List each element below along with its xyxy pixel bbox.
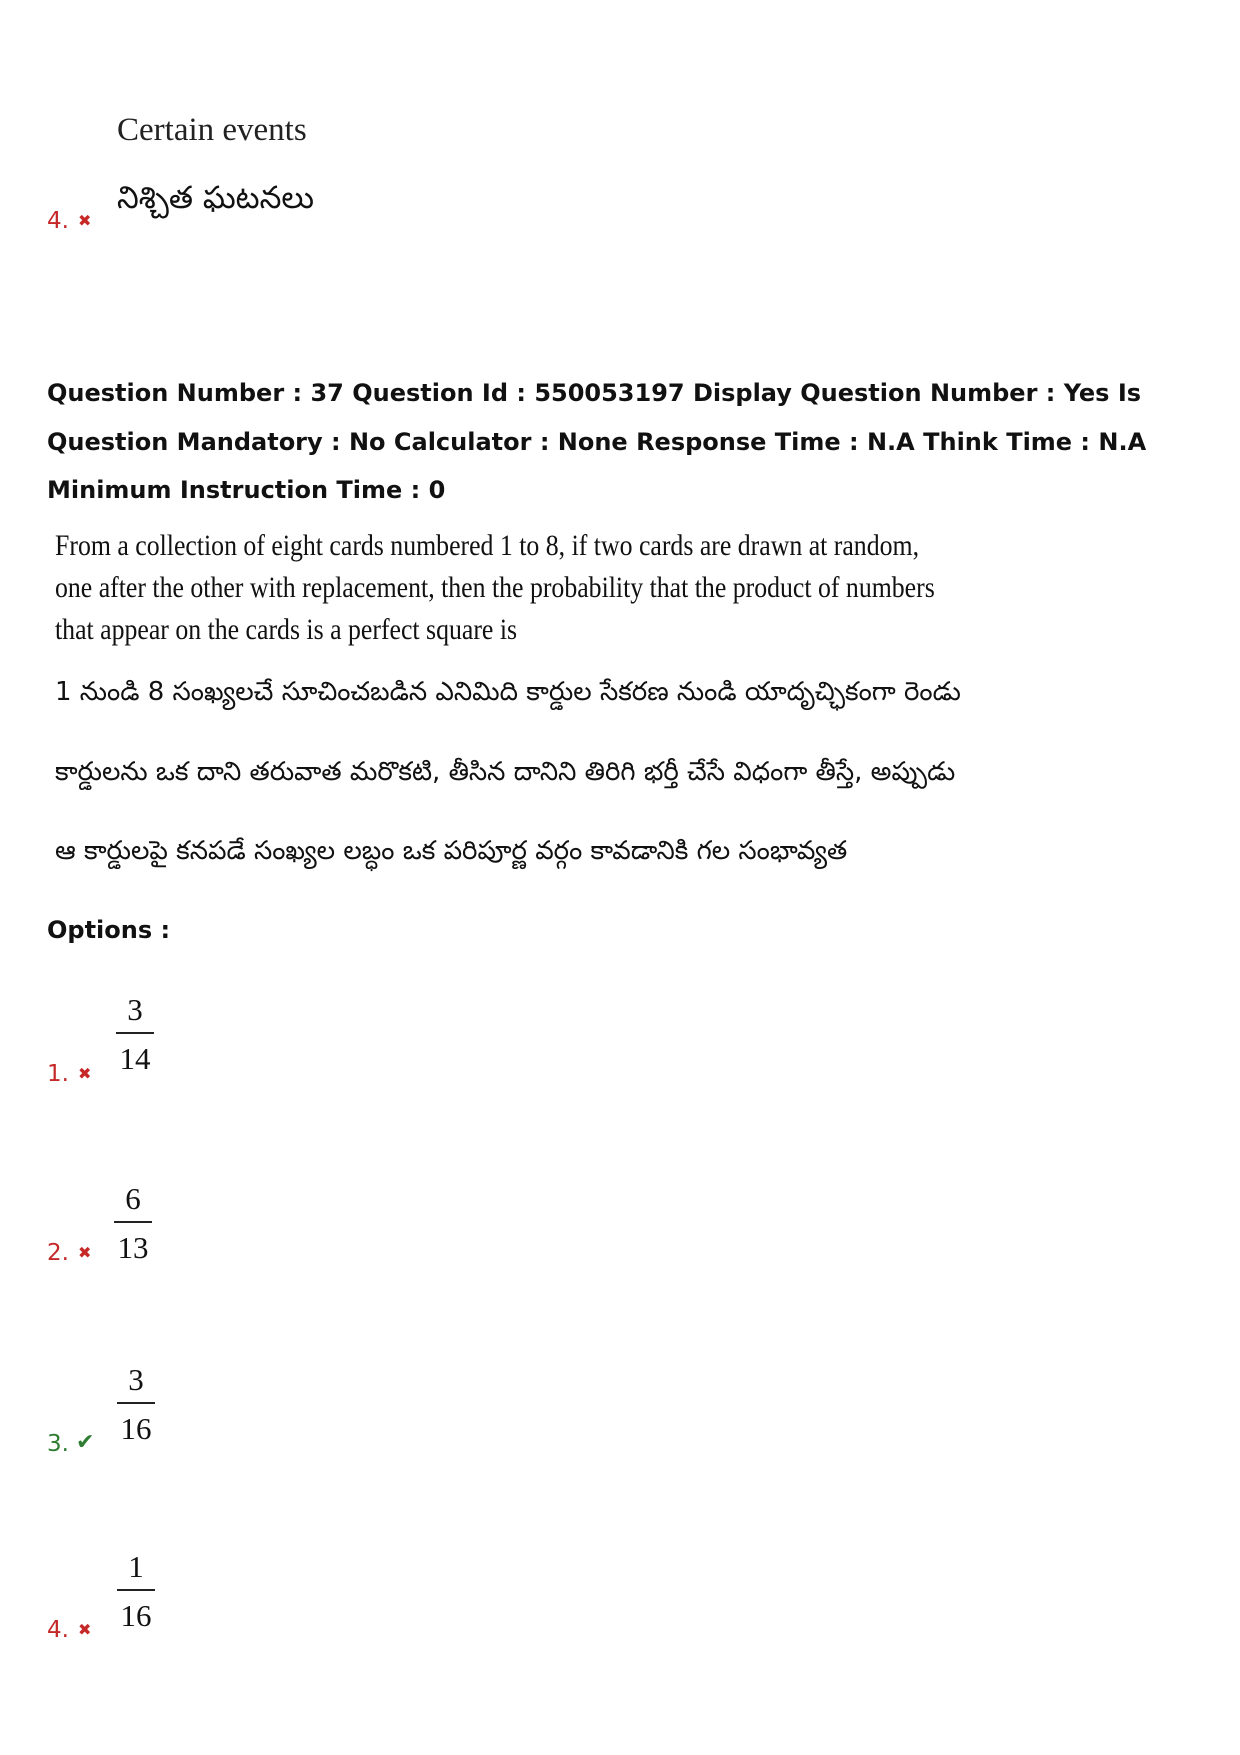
- option-fraction: [117, 1551, 155, 1631]
- prev-option-english: Certain events: [117, 112, 307, 148]
- question-line-telugu: ఆ కార్డులపై కనపడే సంఖ్యల లబ్ధం ఒక పరిపూర్ణ వర్గం కావడానికి గల సంభావ్యత: [55, 836, 848, 866]
- options-label: Options :: [47, 916, 171, 944]
- option-fraction: [117, 1364, 155, 1444]
- numerator: 3: [128, 1362, 144, 1397]
- fraction-bar: [114, 1221, 152, 1223]
- question-line: that appear on the cards is a perfect square is: [55, 613, 518, 646]
- prev-option-telugu: నిశ్చిత ఘటనలు: [117, 180, 315, 216]
- question-line: From a collection of eight cards numbered 1 to 8, if two cards are drawn at random,: [55, 529, 920, 562]
- option-number: 3.: [47, 1431, 69, 1457]
- question-meta: Question Number : 37 Question Id : 550053197 Display Question Number : Yes Is Question Mandatory : No Calculator : None Response Time : N.A Think Time : N.A Minimum Instruction Time : 0: [47, 379, 1147, 504]
- denominator: 16: [120, 1411, 152, 1446]
- option-fraction: [116, 994, 154, 1074]
- check-mark-icon: ✔: [76, 1430, 95, 1455]
- numerator: 3: [127, 992, 143, 1027]
- denominator: 16: [120, 1598, 152, 1633]
- numerator: 1: [128, 1549, 144, 1584]
- cross-mark-icon: ✖: [78, 1243, 92, 1262]
- prev-option-number: 4.: [47, 208, 69, 234]
- option-number: 1.: [47, 1061, 69, 1087]
- option-fraction: [114, 1183, 152, 1263]
- cross-mark-icon: ✖: [78, 1064, 92, 1083]
- numerator: 6: [125, 1181, 141, 1216]
- fraction-bar: [116, 1032, 154, 1034]
- fraction-bar: [117, 1402, 155, 1404]
- cross-mark-icon: ✖: [78, 211, 92, 230]
- denominator: 14: [119, 1041, 151, 1076]
- question-line-telugu: 1 నుండి 8 సంఖ్యలచే సూచించబడిన ఎనిమిది కార్డుల సేకరణ నుండి యాదృచ్ఛికంగా రెండు: [55, 677, 961, 707]
- option-number: 2.: [47, 1240, 69, 1266]
- cross-mark-icon: ✖: [78, 1620, 92, 1639]
- denominator: 13: [117, 1230, 149, 1265]
- question-line: one after the other with replacement, then the probability that the product of numbers: [55, 571, 935, 604]
- question-text-english: [55, 525, 935, 651]
- fraction-bar: [117, 1589, 155, 1591]
- question-line-telugu: కార్డులను ఒక దాని తరువాత మరొకటి, తీసిన దానిని తిరిగి భర్తీ చేసే విధంగా తీస్తే, అప్పుడు: [55, 757, 956, 787]
- option-number: 4.: [47, 1617, 69, 1643]
